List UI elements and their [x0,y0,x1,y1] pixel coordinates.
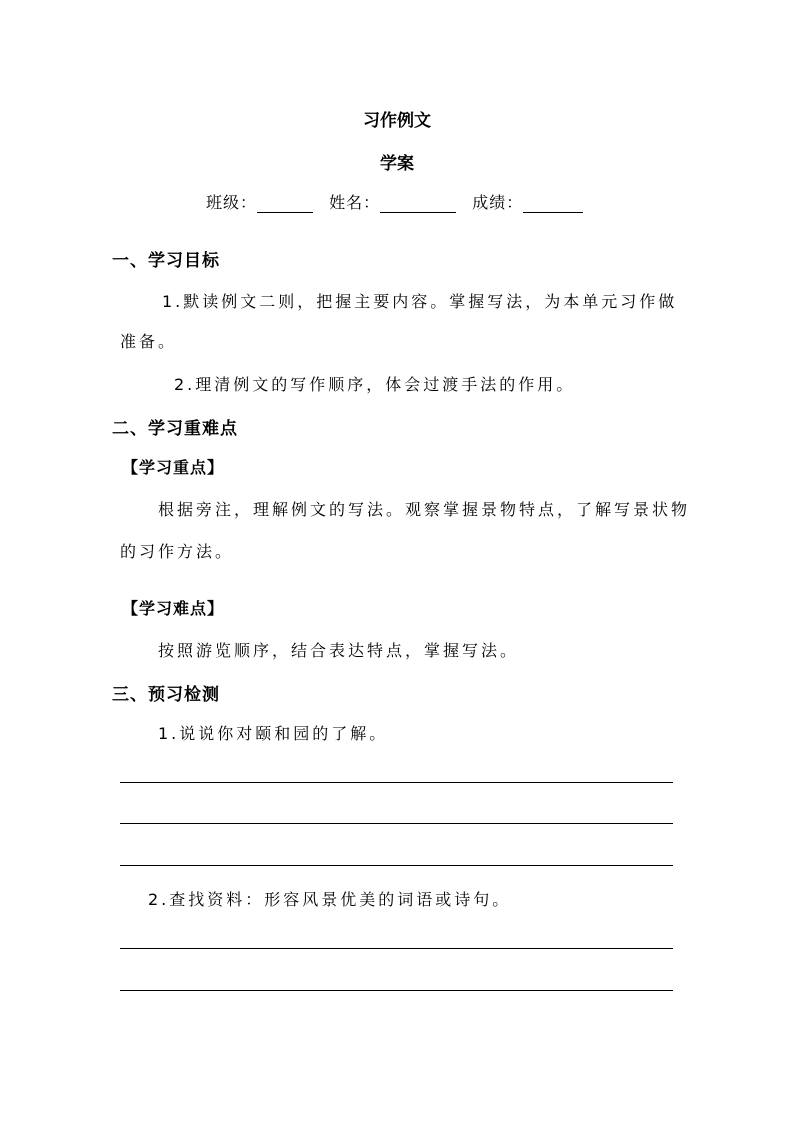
key-points-line-2: 的习作方法。 [120,542,235,561]
objective-item-1-line-1: 1.默读例文二则，把握主要内容。掌握写法，为本单元习作做 [162,292,678,311]
answer-line[interactable] [120,990,673,991]
objective-item-2: 2.理清例文的写作顺序，体会过渡手法的作用。 [174,375,576,394]
section-heading-preview-check: 三、预习检测 [112,685,220,705]
answer-line[interactable] [120,865,673,866]
class-label: 班级： [206,193,258,212]
score-blank[interactable] [523,192,583,213]
objective-item-1-line-2: 准备。 [120,332,178,351]
difficult-points-text: 按照游览顺序，结合表达特点，掌握写法。 [158,641,520,660]
answer-line[interactable] [120,782,673,783]
question-2: 2.查找资料：形容风景优美的词语或诗句。 [148,890,512,909]
student-info-row [206,190,593,213]
name-blank[interactable] [380,192,456,213]
section-heading-objectives: 一、学习目标 [112,251,220,271]
key-points-label: 【学习重点】 [122,458,225,477]
class-blank[interactable] [257,192,313,213]
answer-line[interactable] [120,948,673,949]
document-title: 习作例文 [363,111,431,131]
question-1: 1.说说你对颐和园的了解。 [158,724,389,743]
score-label: 成绩： [472,193,524,212]
difficult-points-label: 【学习难点】 [122,599,225,618]
document-subtitle: 学案 [380,154,414,174]
key-points-line-1: 根据旁注，理解例文的写法。观察掌握景物特点，了解写景状物 [158,500,691,519]
section-heading-key-difficult: 二、学习重难点 [112,419,238,439]
answer-line[interactable] [120,823,673,824]
name-label: 姓名： [329,193,381,212]
